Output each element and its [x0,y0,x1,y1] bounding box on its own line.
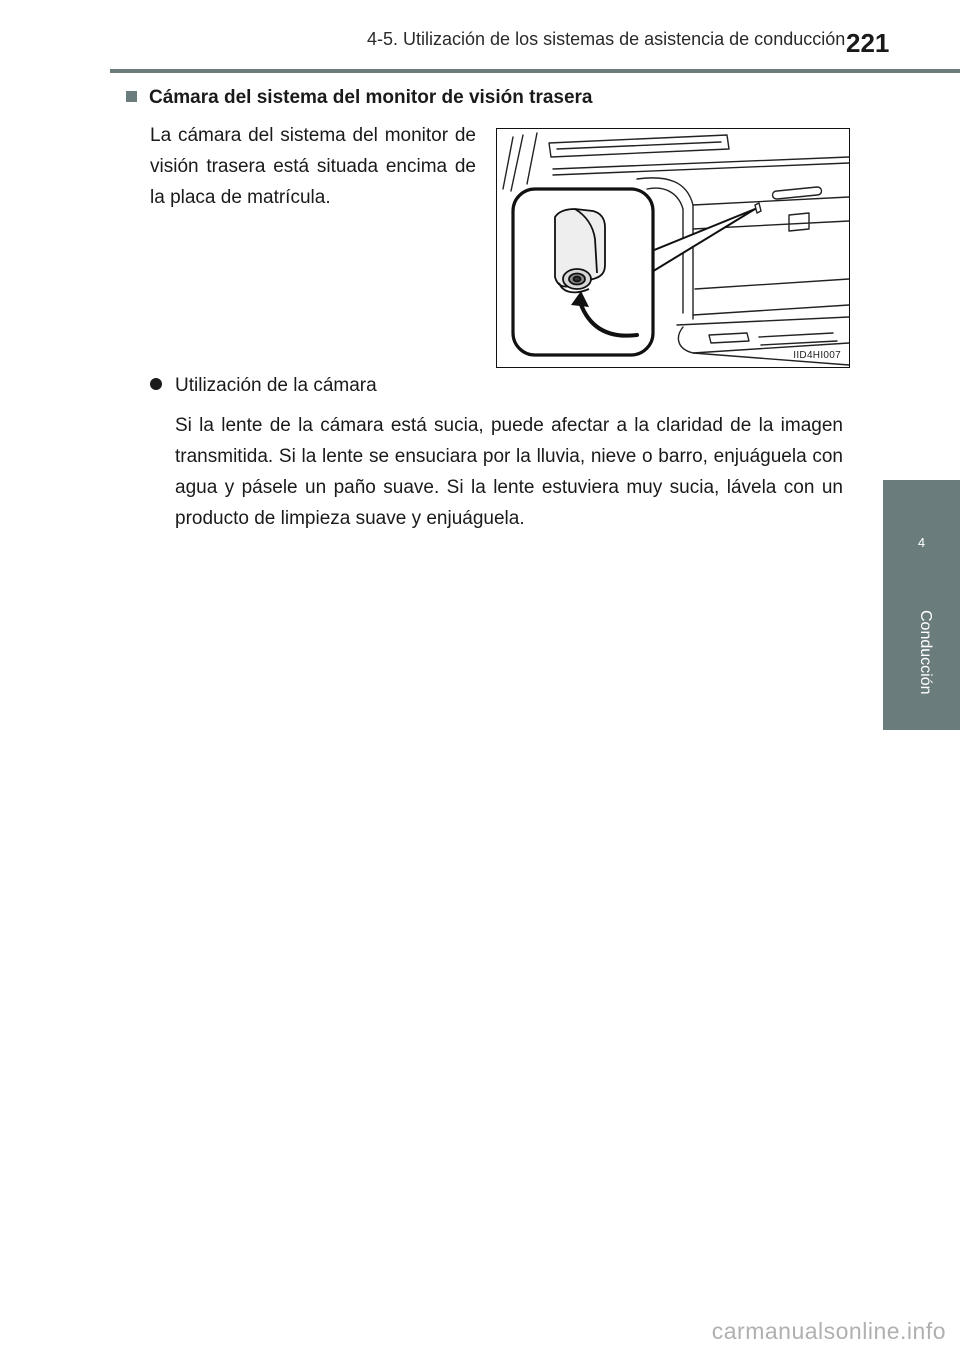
bullet-item-title-text: Utilización de la cámara [175,375,377,396]
truck-rear-camera-illustration [497,129,849,367]
watermark: carmanualsonline.info [711,1318,946,1344]
bullet-item-body: Si la lente de la cámara está sucia, puede afectar a la claridad de la imagen transmitida. Si la lente se ensuciara por la lluvia, nieve o barro, enjuáguela con agua y pásele un paño suave. Si la lente estuviera muy sucia, lávela con un producto de limpieza suave y enjuáguela. [175,415,843,529]
chapter-number: 4 [917,535,926,550]
figure-code: IID4HI007 [793,350,841,361]
square-bullet-icon [126,91,137,102]
section-heading [126,87,593,109]
chapter-label: Conducción [917,610,934,695]
header-section-title: 4-5. Utilización de los sistemas de asistencia de conducción [367,29,846,49]
header-divider [110,69,960,73]
intro-paragraph: La cámara del sistema del monitor de visión trasera está situada encima de la placa de matrícula. [150,125,476,208]
section-heading-text: Cámara del sistema del monitor de visión trasera [149,87,593,108]
camera-location-figure [496,128,850,368]
bullet-item-title [150,375,377,397]
chapter-side-tab[interactable] [883,480,960,730]
page-number: 221 [846,28,890,58]
round-bullet-icon [150,378,162,390]
